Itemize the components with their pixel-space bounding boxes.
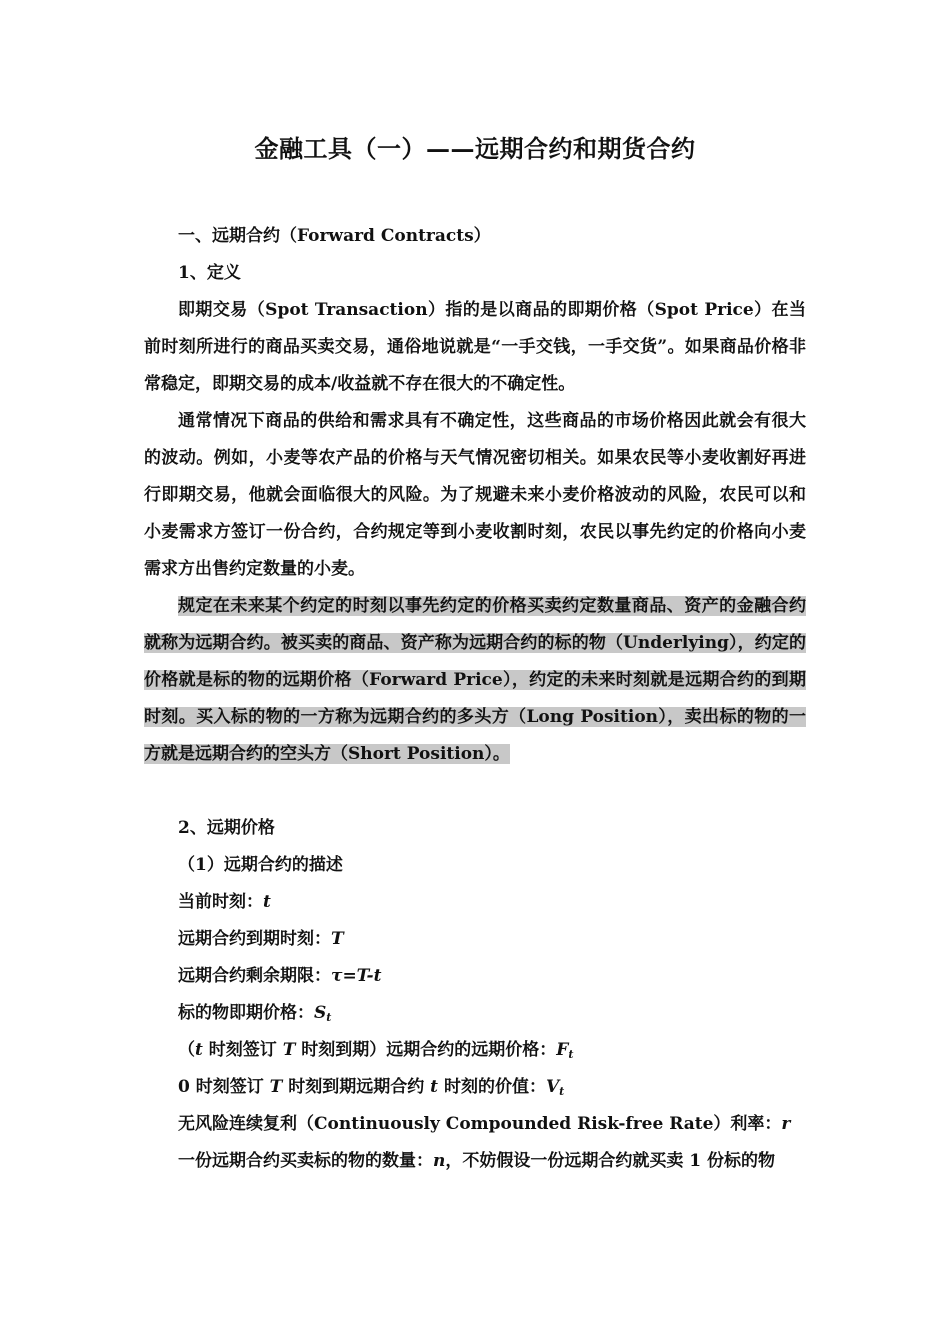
def-forward-price — [144, 1032, 806, 1069]
def-symbol: τ=T-t — [331, 966, 382, 986]
def-label: 当前时刻： — [178, 892, 263, 912]
def-symbol: t — [263, 892, 271, 912]
symbol-T: T — [282, 1040, 296, 1060]
def-remaining-term — [144, 958, 806, 995]
def-current-time — [144, 884, 806, 921]
text-fragment: 时刻到期远期合约 — [282, 1077, 431, 1097]
symbol-T: T — [269, 1077, 283, 1097]
def-subscript: t — [326, 1011, 332, 1024]
paragraph-price-uncertainty: 通常情况下商品的供给和需求具有不确定性，这些商品的市场价格因此就会有很大的波动。例如，小麦等农产品的价格与天气情况密切相关。如果农民等小麦收割好再进行即期交易，他就会面临很大的风险。为了规避未来小麦价格波动的风险，农民可以和小麦需求方签订一份合约，合约规定等到小麦收割时刻，农民以事先约定的价格向小麦需求方出售约定数量的小麦。 — [144, 411, 806, 579]
def-quantity — [144, 1143, 806, 1180]
def-symbol: r — [781, 1114, 791, 1134]
blank-line — [144, 773, 806, 810]
text-fragment: （ — [178, 1040, 195, 1060]
def-contract-value — [144, 1069, 806, 1106]
symbol-t: t — [195, 1040, 203, 1060]
def-label: 远期合约剩余期限： — [178, 966, 331, 986]
document-body — [144, 218, 806, 1180]
def-label: 无风险连续复利（Continuously Compounded Risk-free Rate）利率： — [178, 1114, 782, 1134]
page-title: 金融工具（一）——远期合约和期货合约 — [254, 134, 696, 163]
def-subscript: t — [568, 1048, 574, 1061]
symbol-t: t — [430, 1077, 439, 1097]
text-fragment: 0 时刻签订 — [178, 1077, 270, 1097]
subsection-heading-forward-price: 2、远期价格 — [178, 818, 275, 838]
def-symbol: n — [433, 1151, 446, 1171]
paragraph-spot-transaction: 即期交易（Spot Transaction）指的是以商品的即期价格（Spot Price）在当前时刻所进行的商品买卖交易，通俗地说就是“一手交钱，一手交货”。如果商品价格非常稳定，即期交易的成本/收益就不存在很大的不确定性。 — [144, 300, 806, 394]
text-fragment: 时刻到期）远期合约的远期价格： — [295, 1040, 557, 1060]
text-fragment: 一份远期合约买卖标的物的数量： — [178, 1151, 433, 1171]
def-subscript: t — [559, 1085, 565, 1098]
def-symbol: V — [545, 1077, 560, 1097]
paragraph-forward-definition-highlighted — [144, 588, 806, 773]
item-heading-description: （1）远期合约的描述 — [178, 855, 343, 875]
section-heading-forward-contracts: 一、远期合约（Forward Contracts） — [178, 226, 491, 246]
text-fragment: 时刻签订 — [202, 1040, 283, 1060]
def-label: 远期合约到期时刻： — [178, 929, 331, 949]
def-symbol: S — [314, 1003, 327, 1023]
highlighted-definition-text: 规定在未来某个约定的时刻以事先约定的价格买卖约定数量商品、资产的金融合约就称为远期合约。被买卖的商品、资产称为远期合约的标的物（Underlying），约定的价格就是标的物的远期价格（Forward Price），约定的未来时刻就是远期合约的到期时刻。买入标的物的一方称为远期合约的多头方（Long Position），卖出标的物的一方就是远期合约的空头方（Short Position）。 — [144, 596, 806, 764]
text-fragment: ，不妨假设一份远期合约就买卖 1 份标的物 — [445, 1151, 776, 1171]
def-symbol: T — [331, 929, 344, 949]
subsection-heading-definition: 1、定义 — [178, 263, 241, 283]
def-symbol: F — [556, 1040, 569, 1060]
def-label: 标的物即期价格： — [178, 1003, 314, 1023]
def-spot-price — [144, 995, 806, 1032]
def-maturity-time — [144, 921, 806, 958]
def-risk-free-rate — [144, 1106, 806, 1143]
text-fragment: 时刻的价值： — [438, 1077, 546, 1097]
